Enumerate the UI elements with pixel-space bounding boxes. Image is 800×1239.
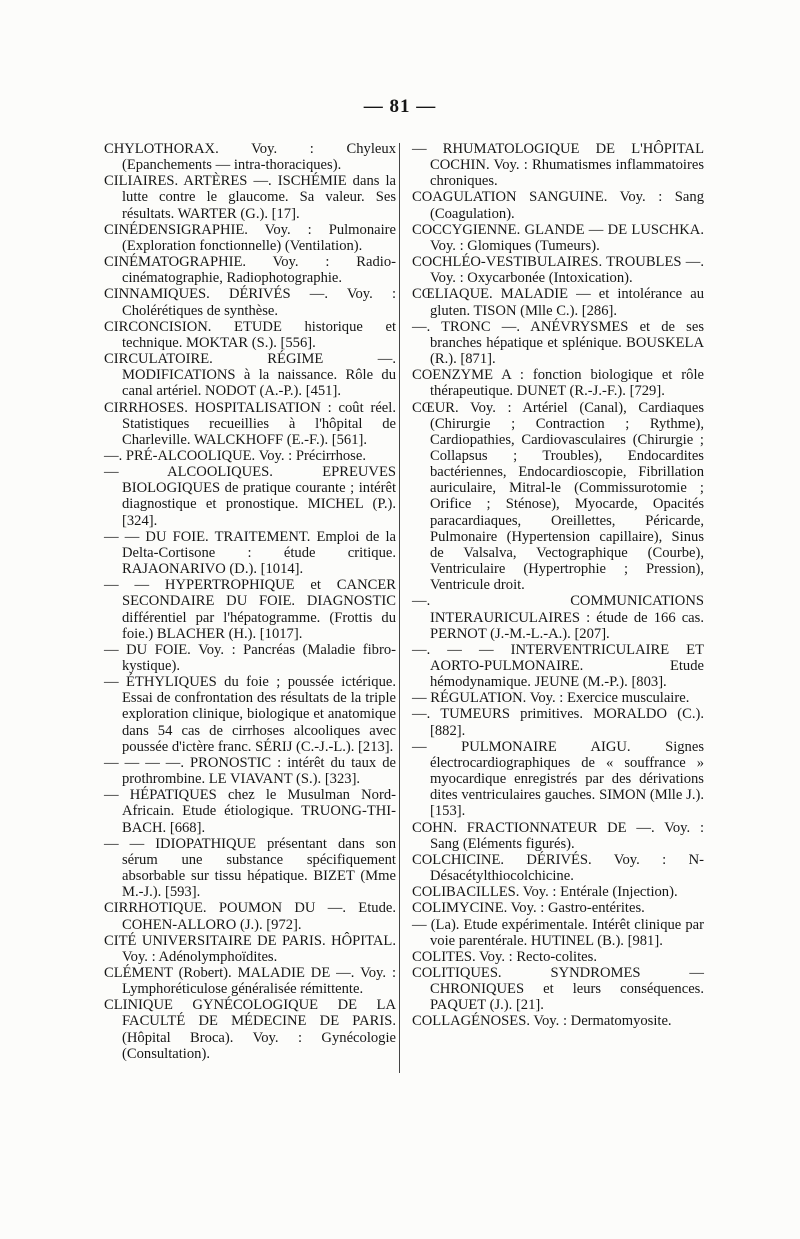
index-entry: — — IDIOPATHIQUE présentant dans son sérum une substance spécifiquement absorbable sur tissu hépatique. BIZET (Mme M.-J.). [593]. xyxy=(104,835,396,901)
index-entry: —. TRONC —. ANÉVRYSMES et de ses branches hépatique et splénique. BOUSKELA (R.). [871]. xyxy=(412,318,704,368)
index-entry: CIRCULATOIRE. RÉGIME —. MODIFICATIONS à la naissance. Rôle du canal artériel. NODOT (A.-P.). [451]. xyxy=(104,351,396,400)
index-entry: COCCYGIENNE. GLANDE — DE LUSCHKA. Voy. : Glomiques (Tumeurs). xyxy=(412,221,704,254)
index-entry: — — HYPERTROPHIQUE et CANCER SECONDAIRE DU FOIE. DIAGNOSTIC différentiel par l'hépatogramme. (Frottis du foie.) BLACHER (H.). [1017]. xyxy=(104,577,396,642)
index-entry: CIRCONCISION. ETUDE historique et technique. MOKTAR (S.). [556]. xyxy=(104,318,396,351)
index-entry: CIRRHOSES. HOSPITALISATION : coût réel. Statistiques recueillies à l'hôpital de Charleville. WALCKHOFF (E.-F.). [561]. xyxy=(104,399,396,448)
index-entry: — DU FOIE. Voy. : Pancréas (Maladie fibro-kystique). xyxy=(104,641,396,674)
index-entry: —. — — INTERVENTRICULAIRE ET AORTO-PULMONAIRE. Etude hémodynamique. JEUNE (M.-P.). [803]. xyxy=(412,641,704,691)
index-entry: COLITES. Voy. : Recto-colites. xyxy=(412,948,597,965)
index-entry: —. TUMEURS primitives. MORALDO (C.). [882]. xyxy=(412,706,704,739)
index-entry: — RÉGULATION. Voy. : Exercice musculaire. xyxy=(412,690,690,707)
index-entry: CITÉ UNIVERSITAIRE DE PARIS. HÔPITAL. Voy. : Adénolymphoïdites. xyxy=(104,932,396,965)
page-number: — 81 — xyxy=(363,96,437,117)
index-entry: — PULMONAIRE AIGU. Signes électrocardiographiques de « souffrance » myocardique enregistrés par des dérivations dites ventriculaires gauches. SIMON (Mlle J.). [153]. xyxy=(412,738,704,820)
index-entry: CINNAMIQUES. DÉRIVÉS —. Voy. : Cholérétiques de synthèse. xyxy=(104,286,396,319)
index-entry: CLINIQUE GYNÉCOLOGIQUE DE LA FACULTÉ DE MÉDECINE DE PARIS. (Hôpital Broca). Voy. : Gynécologie (Consultation). xyxy=(104,997,396,1062)
index-entry: CINÉDENSIGRAPHIE. Voy. : Pulmonaire (Exploration fonctionnelle) (Ventilation). xyxy=(104,221,396,254)
index-entry: — — — —. PRONOSTIC : intérêt du taux de prothrombine. LE VIAVANT (S.). [323]. xyxy=(104,754,396,788)
index-entry: CILIAIRES. ARTÈRES —. ISCHÉMIE dans la lutte contre le glaucome. Sa valeur. Ses résultats. WARTER (G.). [17]. xyxy=(104,173,396,222)
index-entry: COAGULATION SANGUINE. Voy. : Sang (Coagulation). xyxy=(412,189,704,222)
index-entry: COLCHICINE. DÉRIVÉS. Voy. : N-Désacétylthiocolchicine. xyxy=(412,851,704,885)
index-entry: CIRRHOTIQUE. POUMON DU —. Etude. COHEN-ALLORO (J.). [972]. xyxy=(104,900,396,933)
index-entry: — — DU FOIE. TRAITEMENT. Emploi de la Delta-Cortisone : étude critique. RAJAONARIVO (D.). [1014]. xyxy=(104,528,396,578)
index-entry: CŒUR. Voy. : Artériel (Canal), Cardiaques (Chirurgie ; Contraction ; Rythme), Cardiopathies, Cardiovasculaires (Chirurgie ; Collapsus ; Troubles), Endocardites bactériennes, Endocardioscopie, Fibrillation auriculaire, Mitral-le (Commissurotomie ; Orifice ; Sténose), Myocarde, Opacités paracardiaques, Oreillettes, Péricarde, Pulmonaire (Hypertension capillaire), Sinus de Valsalva, Vectographique (Courbe), Ventriculaire (Hypertrophie ; Pression), Ventricule droit. xyxy=(412,399,704,594)
column-divider xyxy=(399,143,400,1073)
index-entry: —. COMMUNICATIONS INTERAURICULAIRES : étude de 166 cas. PERNOT (J.-M.-L.-A.). [207]. xyxy=(412,593,704,642)
index-entry: — ÉTHYLIQUES du foie ; poussée ictérique. Essai de confrontation des résultats de la triple exploration clinique, biologique et anatomique dans 54 cas de cirrhoses alcooliques avec poussée d'ictère franc. SÉRIJ (C.-J.-L.). [213]. xyxy=(104,674,396,755)
index-entry: — (La). Etude expérimentale. Intérêt clinique par voie parentérale. HUTINEL (B.). [981]. xyxy=(412,916,704,949)
left-column xyxy=(104,141,396,1062)
index-entry: — HÉPATIQUES chez le Musulman Nord-Africain. Etude étiologique. TRUONG-THI-BACH. [668]. xyxy=(104,787,396,836)
index-entry: COLIMYCINE. Voy. : Gastro-entérites. xyxy=(412,900,645,917)
index-entry: —. PRÉ-ALCOOLIQUE. Voy. : Précirrhose. xyxy=(104,447,366,464)
index-entry: COCHLÉO-VESTIBULAIRES. TROUBLES —. Voy. : Oxycarbonée (Intoxication). xyxy=(412,254,704,287)
index-entry: COLIBACILLES. Voy. : Entérale (Injection). xyxy=(412,884,678,901)
right-column xyxy=(412,141,704,1030)
index-entry: CINÉMATOGRAPHIE. Voy. : Radio-cinématographie, Radiophotographie. xyxy=(104,254,396,287)
index-entry: CLÉMENT (Robert). MALADIE DE —. Voy. : Lymphoréticulose généralisée rémittente. xyxy=(104,964,396,998)
index-entry: CŒLIAQUE. MALADIE — et intolérance au gluten. TISON (Mlle C.). [286]. xyxy=(412,286,704,319)
index-entry: COENZYME A : fonction biologique et rôle thérapeutique. DUNET (R.-J.-F.). [729]. xyxy=(412,367,704,400)
index-entry: — ALCOOLIQUES. EPREUVES BIOLOGIQUES de pratique courante ; intérêt diagnostique et pronostique. MICHEL (P.). [324]. xyxy=(104,464,396,529)
index-entry: — RHUMATOLOGIQUE DE L'HÔPITAL COCHIN. Voy. : Rhumatismes inflammatoires chroniques. xyxy=(412,141,704,190)
index-entry: CHYLOTHORAX. Voy. : Chyleux (Epanchements — intra-thoraciques). xyxy=(104,141,396,174)
index-entry: COLLAGÉNOSES. Voy. : Dermatomyosite. xyxy=(412,1013,672,1030)
index-entry: COHN. FRACTIONNATEUR DE —. Voy. : Sang (Eléments figurés). xyxy=(412,819,704,852)
index-entry: COLITIQUES. SYNDROMES — CHRONIQUES et leurs conséquences. PAQUET (J.). [21]. xyxy=(412,964,704,1014)
